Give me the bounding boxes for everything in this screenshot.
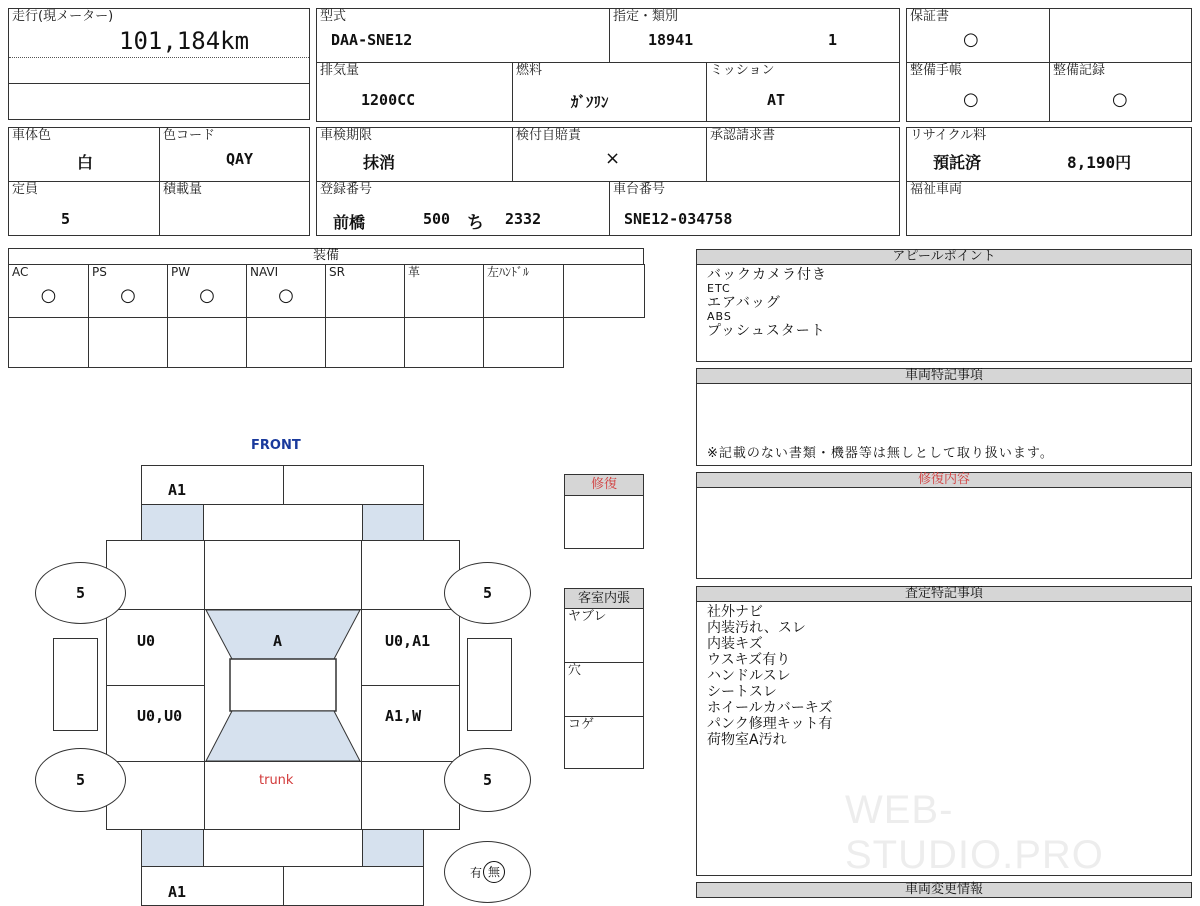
recycle-fee-label: リサイクル料	[910, 128, 987, 143]
rear-bumper-left	[141, 866, 284, 906]
appeal-line: ETC	[707, 282, 731, 295]
assessment-line: 内装キズ	[707, 636, 763, 652]
vehicle-notes-box	[696, 383, 1192, 466]
assessment-line: 内装汚れ、スレ	[707, 620, 806, 636]
mileage-value: 101,184km	[119, 27, 250, 55]
spare-tire-indicator	[444, 841, 531, 903]
designation-class: 1	[828, 31, 838, 49]
insurance-label: 検付自賠責	[516, 128, 582, 143]
rear-bumper-damage: A1	[168, 883, 187, 901]
rear-bumper-right	[283, 866, 424, 906]
assessment-notes-box	[696, 601, 1192, 876]
appeal-line: エアバッグ	[707, 295, 781, 311]
appeal-line: ABS	[707, 310, 732, 323]
fuel-value: ｶﾞｿﾘﾝ	[571, 93, 609, 111]
body-color-cell	[8, 127, 160, 182]
equipment-label: SR	[329, 265, 345, 279]
rear-center-panel	[203, 829, 363, 867]
registration-kana: ち	[467, 213, 484, 233]
registration-cell	[316, 181, 610, 236]
roof-damage: A	[273, 632, 283, 650]
transmission-cell	[706, 62, 900, 122]
transmission-label: ミッション	[710, 63, 775, 78]
color-code-label: 色コード	[163, 128, 216, 143]
front-bumper-left	[141, 465, 284, 505]
right-mirror	[467, 638, 512, 731]
equipment-value: ○	[199, 285, 215, 306]
interior-row	[564, 716, 644, 769]
windshield	[206, 610, 360, 659]
interior-row-label: ヤブレ	[568, 609, 607, 624]
approval-request-label: 承認請求書	[710, 128, 776, 143]
fuel-cell	[512, 62, 707, 122]
vehicle-change-header: 車両変更情報	[696, 882, 1192, 898]
color-code-cell	[159, 127, 310, 182]
equipment-header: 装備	[8, 248, 644, 265]
equipment-cell	[246, 264, 326, 318]
mileage-divider	[9, 57, 309, 58]
transmission-value: AT	[767, 91, 786, 109]
inspection-expiry-value: 抹消	[363, 153, 396, 172]
equipment-label: PS	[92, 265, 107, 279]
equipment-label: PW	[171, 265, 191, 279]
model-cell	[316, 8, 610, 63]
assessment-notes-header: 査定特記事項	[696, 586, 1192, 602]
vehicle-notes-header: 車両特記事項	[696, 368, 1192, 384]
equipment-grid	[8, 264, 644, 368]
equipment-blank-cell	[404, 317, 484, 368]
equipment-blank-cell	[246, 317, 326, 368]
maintenance-book-cell	[906, 62, 1050, 122]
equipment-label: NAVI	[250, 265, 279, 279]
equipment-blank-cell	[167, 317, 247, 368]
assessment-line: ハンドルスレ	[707, 668, 791, 684]
assessment-line: パンク修理キット有	[707, 716, 833, 732]
interior-row-label: 穴	[568, 663, 582, 678]
designation-number: 18941	[648, 31, 694, 49]
warranty-blank-cell	[1049, 8, 1192, 63]
equipment-cell	[404, 264, 484, 318]
equipment-label: AC	[12, 265, 29, 279]
maintenance-record-cell	[1049, 62, 1192, 122]
hood-top	[203, 504, 363, 541]
appeal-header: アピールポイント	[696, 249, 1192, 265]
cabin-outline	[204, 609, 362, 762]
front-label: FRONT	[251, 438, 301, 453]
capacity-label: 定員	[12, 182, 39, 197]
tire-rear-right-value: 5	[482, 771, 493, 789]
hood	[204, 540, 362, 610]
left-mirror	[53, 638, 98, 731]
welfare-label: 福祉車両	[910, 182, 963, 197]
tire-rear-left-value: 5	[75, 771, 86, 789]
repair-box	[564, 495, 644, 549]
model-value: DAA-SNE12	[331, 31, 413, 49]
assessment-line: ホイールカバーキズ	[707, 700, 833, 716]
approval-request-cell	[706, 127, 900, 182]
equipment-label: 左ﾊﾝﾄﾞﾙ	[487, 265, 530, 279]
chassis-label: 車台番号	[613, 182, 666, 197]
equipment-cell	[483, 264, 564, 318]
roof	[230, 659, 336, 711]
appeal-lines	[707, 267, 827, 339]
left-front-door-damage: U0	[137, 632, 156, 650]
insurance-cell	[512, 127, 707, 182]
assessment-line: 荷物室A汚れ	[707, 732, 787, 748]
chassis-value: SNE12-034758	[624, 210, 733, 228]
spare-yes-label: 有	[469, 865, 482, 880]
tire-rear-left	[35, 748, 126, 812]
recycle-fee-status: 預託済	[933, 153, 982, 172]
equipment-cell	[563, 264, 645, 318]
chassis-cell	[609, 181, 900, 236]
interior-row	[564, 662, 644, 717]
repair-box-header: 修復	[564, 474, 644, 496]
equipment-blank-cell	[8, 317, 89, 368]
registration-class-no: 500	[423, 210, 451, 228]
equipment-cell	[88, 264, 168, 318]
tire-front-left-value: 5	[75, 584, 86, 602]
repair-details-header: 修復内容	[696, 472, 1192, 488]
inspection-expiry-label: 車検期限	[320, 128, 373, 143]
welfare-cell	[906, 181, 1192, 236]
equipment-value: ○	[120, 285, 136, 306]
mileage-cell	[8, 8, 310, 120]
front-right-fender	[362, 504, 424, 541]
displacement-label: 排気量	[320, 63, 360, 78]
assessment-line: 社外ナビ	[707, 604, 763, 620]
warranty-cell	[906, 8, 1050, 63]
tire-front-right-value: 5	[482, 584, 493, 602]
equipment-value: ○	[40, 285, 57, 306]
rear-right-fender	[362, 829, 424, 867]
equipment-blank-cell	[483, 317, 564, 368]
trunk-panel	[204, 761, 362, 830]
rear-window	[206, 711, 360, 761]
interior-header: 客室内張	[564, 588, 644, 609]
recycle-fee-cell	[906, 127, 1192, 182]
interior-row-label: コゲ	[568, 717, 595, 732]
equipment-cell	[167, 264, 247, 318]
registration-number: 2332	[505, 210, 542, 228]
body-color-label: 車体色	[12, 128, 52, 143]
tire-rear-right	[444, 748, 531, 812]
equipment-blank-cell	[88, 317, 168, 368]
assessment-line: ウスキズ有り	[707, 652, 791, 668]
tire-front-left	[35, 562, 126, 624]
front-left-fender	[141, 504, 204, 541]
appeal-line: プッシュスタート	[707, 323, 826, 339]
equipment-value: ○	[278, 285, 294, 306]
left-front-door	[106, 609, 205, 686]
interior-rows	[564, 608, 644, 769]
load-capacity-label: 積載量	[163, 182, 203, 197]
model-label: 型式	[320, 9, 347, 24]
equipment-label: 革	[408, 265, 421, 279]
appeal-box	[696, 264, 1192, 362]
maintenance-record-label: 整備記録	[1053, 63, 1106, 78]
vehicle-notes-footer: ※記載のない書類・機器等は無しとして取り扱います。	[707, 446, 1054, 461]
warranty-value: ○	[963, 29, 979, 50]
repair-details-box	[696, 487, 1192, 579]
front-bumper-damage: A1	[168, 481, 187, 499]
registration-label: 登録番号	[320, 182, 373, 197]
body-color-value: 白	[77, 153, 94, 172]
capacity-cell	[8, 181, 160, 236]
left-rear-door-damage: U0,U0	[137, 707, 183, 725]
right-front-door-damage: U0,A1	[385, 632, 431, 650]
front-bumper-right	[283, 465, 424, 505]
mileage-label: 走行(現メーター)	[12, 9, 114, 24]
warranty-label: 保証書	[910, 9, 950, 24]
assessment-line: シートスレ	[707, 684, 777, 700]
trunk-label: trunk	[259, 773, 294, 788]
spare-no-label: 無	[483, 861, 505, 883]
displacement-cell	[316, 62, 513, 122]
mileage-divider-2	[9, 83, 309, 84]
appeal-line: バックカメラ付き	[707, 267, 827, 283]
insurance-value: ×	[605, 148, 621, 169]
equipment-blank-cell	[325, 317, 405, 368]
inspection-expiry-cell	[316, 127, 513, 182]
rear-left-fender	[141, 829, 204, 867]
fuel-label: 燃料	[516, 63, 543, 78]
displacement-value: 1200CC	[361, 91, 416, 109]
watermark: WEB-STUDIO.PRO	[845, 788, 1104, 877]
recycle-fee-amount: 8,190円	[1067, 153, 1132, 172]
assessment-lines	[707, 604, 832, 748]
right-rear-door-damage: A1,W	[385, 707, 422, 725]
color-code-value: QAY	[226, 150, 254, 168]
equipment-cell	[8, 264, 89, 318]
maintenance-book-value: ○	[963, 89, 979, 110]
interior-row	[564, 608, 644, 663]
maintenance-record-value: ○	[1112, 89, 1128, 110]
designation-cell	[609, 8, 900, 63]
maintenance-book-label: 整備手帳	[910, 63, 963, 78]
capacity-value: 5	[61, 210, 71, 228]
designation-label: 指定・類別	[613, 9, 679, 24]
equipment-cell	[325, 264, 405, 318]
load-capacity-cell	[159, 181, 310, 236]
registration-region: 前橋	[333, 213, 366, 232]
tire-front-right	[444, 562, 531, 624]
